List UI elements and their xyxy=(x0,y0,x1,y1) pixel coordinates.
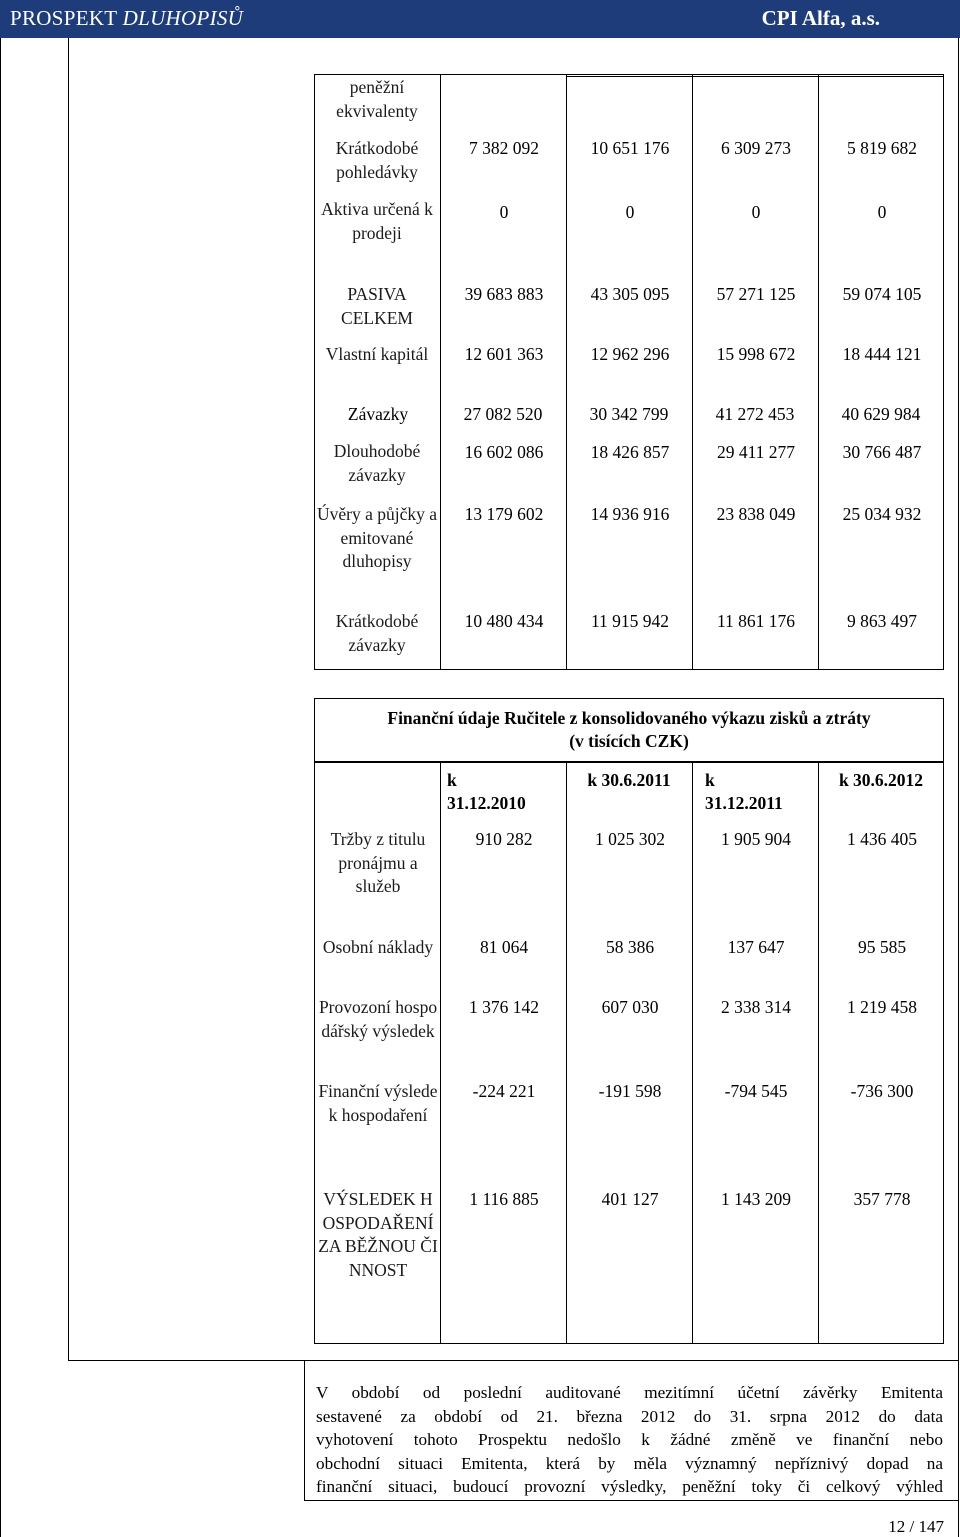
balance-cell: 7 382 092 xyxy=(469,138,539,158)
income-cell: 137 647 xyxy=(727,937,785,957)
balance-label-1: Krátkodobé pohledávky xyxy=(335,138,419,182)
balance-cell: 10 651 176 xyxy=(590,138,670,158)
balance-label-8: Krátkodobé závazky xyxy=(335,611,419,655)
note-line: obchodní situaci Emitenta, která by měla významný nepříznivý dopad na xyxy=(316,1453,943,1473)
income-values-3 xyxy=(441,1080,945,1103)
income-title-line2: (v tisících CZK) xyxy=(569,731,689,751)
balance-cell: 59 074 105 xyxy=(842,284,922,304)
income-cell: 1 219 458 xyxy=(847,997,917,1017)
income-cell: 1 436 405 xyxy=(847,829,917,849)
balance-cell: 0 xyxy=(625,202,635,222)
balance-cell: 0 xyxy=(499,202,509,222)
income-title-line1: Finanční údaje Ručitele z konsolidovaného výkazu zisků a ztráty xyxy=(387,708,871,728)
balance-cell: 13 179 602 xyxy=(464,504,544,524)
balance-cell: 6 309 273 xyxy=(721,138,791,158)
balance-cell: 9 863 497 xyxy=(847,611,917,631)
balance-top-double-line xyxy=(566,76,944,77)
balance-cell: 27 082 520 xyxy=(463,404,543,424)
note-left-border xyxy=(304,1360,305,1500)
balance-cell: 12 962 296 xyxy=(590,344,670,364)
balance-cell: 23 838 049 xyxy=(716,504,796,524)
balance-cell: 30 342 799 xyxy=(589,404,669,424)
balance-col-divider-3 xyxy=(818,74,819,670)
income-cell: 910 282 xyxy=(475,829,533,849)
balance-cell: 18 426 857 xyxy=(590,442,670,462)
income-label-0: Tržby z titulu pronájmu a služeb xyxy=(330,829,426,896)
header-company: CPI Alfa, a.s. xyxy=(761,6,880,30)
balance-cell: 12 601 363 xyxy=(464,344,544,364)
balance-cell: 0 xyxy=(751,202,761,222)
balance-label-divider xyxy=(440,74,441,670)
income-cell: 81 064 xyxy=(479,937,529,957)
income-col-header-2: k 31.12.2011 xyxy=(705,770,783,813)
balance-label-7: Úvěry a půjčky a emitované dluhopisy xyxy=(316,504,438,571)
income-cell: 401 127 xyxy=(601,1189,659,1209)
balance-cell: 15 998 672 xyxy=(716,344,796,364)
balance-values-6 xyxy=(441,441,945,464)
header-prospekt: PROSPEKT DLUHOPISŮ xyxy=(10,6,244,30)
income-cell: 58 386 xyxy=(605,937,655,957)
income-cell: -736 300 xyxy=(850,1081,914,1101)
note-line: finanční situaci, budoucí provozní výsledky, peněžní toky či celkový výhled xyxy=(316,1477,943,1496)
header-bar xyxy=(0,0,960,38)
income-cell: 1 143 209 xyxy=(721,1189,791,1209)
balance-cell: 18 444 121 xyxy=(842,344,922,364)
balance-values-1 xyxy=(441,137,945,160)
note-top-border xyxy=(68,1360,958,1361)
income-label-4: VÝSLEDEK HOSPODAŘENÍ ZA BĚŽNOU ČINNOST xyxy=(318,1189,438,1280)
balance-cell: 0 xyxy=(877,202,887,222)
page-number: 12 / 147 xyxy=(888,1517,944,1536)
note-line: sestavené za období od 21. března 2012 do 31. srpna 2012 do data xyxy=(316,1406,943,1426)
balance-cell: 11 915 942 xyxy=(590,611,670,631)
balance-label-2: Aktiva určená k prodeji xyxy=(321,199,433,243)
balance-values-3 xyxy=(441,283,945,306)
balance-values-5 xyxy=(316,403,944,426)
balance-values-2 xyxy=(441,201,945,224)
balance-label-0: peněžní ekvivalenty xyxy=(336,77,418,121)
balance-cell: 10 480 434 xyxy=(464,611,544,631)
income-cell: 1 376 142 xyxy=(469,997,539,1017)
balance-values-8 xyxy=(441,610,945,633)
balance-values-7 xyxy=(441,503,945,526)
balance-cell: 14 936 916 xyxy=(590,504,670,524)
income-cell: -794 545 xyxy=(724,1081,788,1101)
income-cell: -191 598 xyxy=(598,1081,662,1101)
income-cell: 2 338 314 xyxy=(721,997,791,1017)
note-bottom-border xyxy=(304,1500,958,1501)
income-col-header-1: k 30.6.2011 xyxy=(587,770,671,790)
balance-cell: 11 861 176 xyxy=(716,611,796,631)
balance-values-4 xyxy=(441,343,945,366)
income-title xyxy=(316,707,942,753)
income-values-0 xyxy=(441,828,945,851)
note-line: V období od poslední auditované mezitímní účetní závěrky Emitenta xyxy=(316,1383,943,1402)
income-col-header-3: k 30.6.2012 xyxy=(838,770,924,790)
income-label-2: Provozoní hospodářský výsledek xyxy=(318,997,438,1041)
balance-label-4: Vlastní kapitál xyxy=(325,344,429,364)
income-cell: 357 778 xyxy=(853,1189,911,1209)
income-cell: 607 030 xyxy=(601,997,659,1017)
income-values-2 xyxy=(441,996,945,1019)
balance-cell: 41 272 453 xyxy=(715,404,795,424)
balance-cell: 29 411 277 xyxy=(716,442,796,462)
note-paragraph xyxy=(316,1381,943,1499)
balance-cell: 16 602 086 xyxy=(464,442,544,462)
balance-cell: 39 683 883 xyxy=(464,284,544,304)
inner-left-border xyxy=(68,38,69,1360)
balance-col-divider-1 xyxy=(566,74,567,670)
income-cell: 95 585 xyxy=(857,937,907,957)
balance-cell: 25 034 932 xyxy=(842,504,922,524)
note-line: vyhotovení tohoto Prospektu nedošlo k žádné změně ve finanční nebo xyxy=(316,1430,943,1449)
balance-label-6: Dlouhodobé závazky xyxy=(333,441,421,485)
outer-right-border xyxy=(958,38,959,1537)
income-label-3: Finanční výsledek hospodaření xyxy=(318,1081,438,1125)
balance-label-3: PASIVA CELKEM xyxy=(341,284,413,328)
balance-col-divider-2 xyxy=(692,74,693,670)
income-cell: 1 116 885 xyxy=(469,1189,539,1209)
outer-left-border xyxy=(0,38,1,1537)
balance-cell: 40 629 984 xyxy=(841,404,921,424)
balance-cell: 30 766 487 xyxy=(842,442,922,462)
income-cell: 1 905 904 xyxy=(721,829,791,849)
balance-label-5: Závazky xyxy=(347,404,409,424)
income-col-header-0: k 31.12.2010 xyxy=(447,770,526,813)
income-cell: 1 025 302 xyxy=(595,829,665,849)
income-cell: -224 221 xyxy=(472,1081,536,1101)
balance-cell: 57 271 125 xyxy=(716,284,796,304)
income-values-1 xyxy=(441,936,945,959)
balance-cell: 43 305 095 xyxy=(590,284,670,304)
balance-cell: 5 819 682 xyxy=(847,138,917,158)
income-label-1: Osobní náklady xyxy=(322,937,434,957)
income-values-4 xyxy=(441,1188,945,1211)
